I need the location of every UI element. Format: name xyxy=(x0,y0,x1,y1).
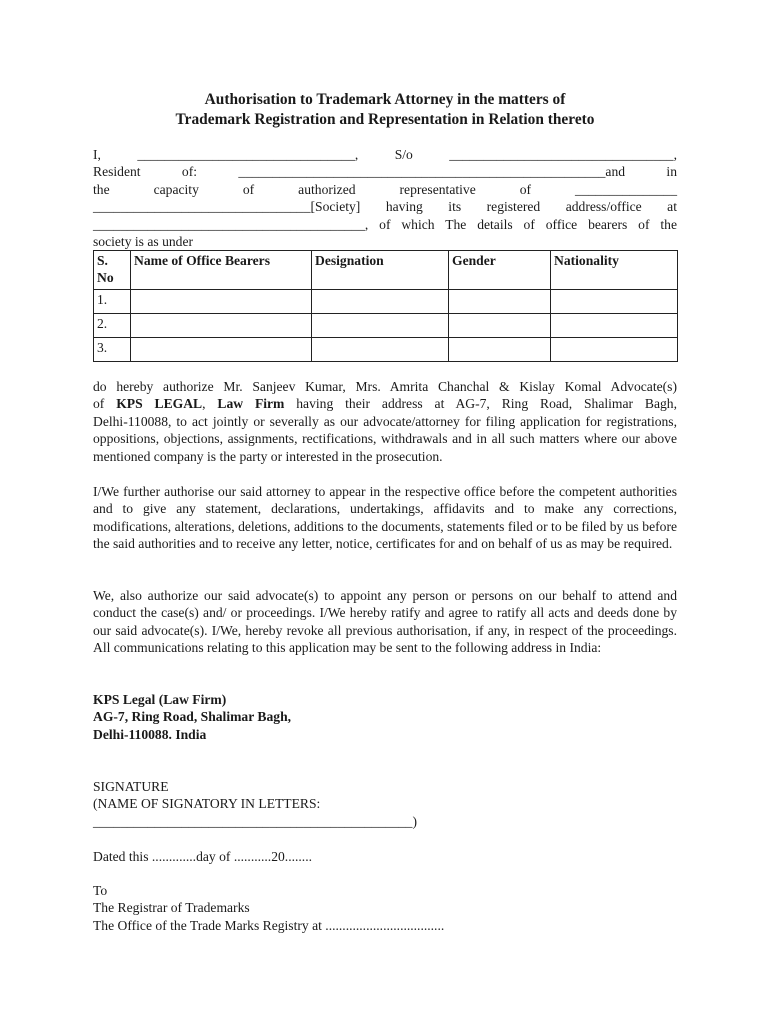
document-title xyxy=(0,90,770,130)
signatory-name-label: (NAME OF SIGNATORY IN LETTERS: xyxy=(93,796,321,812)
cell-gender[interactable] xyxy=(449,314,551,338)
cell-nationality[interactable] xyxy=(551,338,678,362)
cell-gender[interactable] xyxy=(449,338,551,362)
address-block xyxy=(93,691,677,743)
header-nationality: Nationality xyxy=(551,251,678,290)
appoint-paragraph: We, also authorize our said advocate(s) to appoint any person or persons on our behalf to attend and conduct the case(s) and/ or proceedings. I/We hereby ratify and agree to ratify all acts and deeds done by our said advocate(s). I/We, hereby revoke all previous authorisation, if any, in respect of the proceedings. All communications relating to this application may be sent to the following address in India: xyxy=(93,588,677,656)
para1-of: of xyxy=(93,396,117,412)
signature-label: SIGNATURE xyxy=(93,779,169,794)
intro-line-3: the capacity of authorized representative of _______________ xyxy=(93,181,677,197)
signature-block xyxy=(93,778,677,830)
cell-designation[interactable] xyxy=(312,338,449,362)
intro-line-5: ________________________________________, of which The details of office bearers of the xyxy=(93,216,677,232)
cell-designation[interactable] xyxy=(312,314,449,338)
table-row xyxy=(94,314,678,338)
table-row xyxy=(94,290,678,314)
para1-address: having their address at AG-7, Ring Road, Shalimar Bagh, xyxy=(284,396,677,412)
authorization-paragraph xyxy=(93,378,677,465)
law-firm-label: Law Firm xyxy=(217,396,285,412)
registrar-line: The Registrar of Trademarks xyxy=(93,900,250,916)
header-designation: Designation xyxy=(312,251,449,290)
header-gender: Gender xyxy=(449,251,551,290)
para1-line-1: do hereby authorize Mr. Sanjeev Kumar, Mrs. Amrita Chanchal & Kislay Komal Advocate(s) xyxy=(93,379,677,394)
further-authorise-paragraph: I/We further authorise our said attorney to appear in the respective office before the competent authorities and to give any statement, declarations, undertakings, affidavits and to make any corrections, modifications, alterations, deletions, additions to the documents, statements filed or to be filed by us before the said authorities and to receive any letter, notice, certificates for and on behalf of us as may be required. xyxy=(93,484,677,552)
firm-name: KPS LEGAL xyxy=(116,396,203,412)
para1-comma: , xyxy=(202,396,218,412)
para1-rest: Delhi-110088, to act jointly or severally as our advocate/attorney for filing application for registrations, oppositions, objections, assignments, rectifications, withdrawals and in all such matters where our above mentioned company is the party or interested in the prosecution. xyxy=(93,413,677,464)
cell-sno: 3. xyxy=(94,338,131,362)
intro-line-6: society is as under xyxy=(93,234,194,250)
office-bearers-table xyxy=(93,250,678,362)
intro-line-4: ________________________________[Society] having its registered address/office at xyxy=(93,199,677,215)
cell-name[interactable] xyxy=(131,338,312,362)
intro-block xyxy=(93,146,677,250)
cell-nationality[interactable] xyxy=(551,314,678,338)
cell-name[interactable] xyxy=(131,290,312,314)
intro-line-1: I, ________________________________, S/o _________________________________, xyxy=(93,147,677,162)
address-line-2: AG-7, Ring Road, Shalimar Bagh, xyxy=(93,709,292,725)
cell-sno: 2. xyxy=(94,314,131,338)
title-line-2: Trademark Registration and Representation in Relation thereto xyxy=(175,111,595,128)
dated-line[interactable]: Dated this .............day of ...........20........ xyxy=(93,849,312,864)
title-line-1: Authorisation to Trademark Attorney in the matters of xyxy=(204,91,566,108)
para1-line-2 xyxy=(93,395,677,412)
header-name: Name of Office Bearers xyxy=(131,251,312,290)
address-line-3: Delhi-110088. India xyxy=(93,726,207,742)
to-label: To xyxy=(93,883,108,898)
recipient-block xyxy=(93,882,677,934)
intro-line-2: Resident of: ______________________________________________________and in xyxy=(93,164,677,180)
cell-name[interactable] xyxy=(131,314,312,338)
header-sno: S. No xyxy=(94,251,131,290)
cell-nationality[interactable] xyxy=(551,290,678,314)
registry-line: The Office of the Trade Marks Registry at ................................... xyxy=(93,917,445,933)
cell-gender[interactable] xyxy=(449,290,551,314)
cell-sno: 1. xyxy=(94,290,131,314)
address-line-1: KPS Legal (Law Firm) xyxy=(93,692,227,707)
signature-line[interactable]: _______________________________________________) xyxy=(93,813,417,829)
table-header-row xyxy=(94,251,678,290)
cell-designation[interactable] xyxy=(312,290,449,314)
table-row xyxy=(94,338,678,362)
